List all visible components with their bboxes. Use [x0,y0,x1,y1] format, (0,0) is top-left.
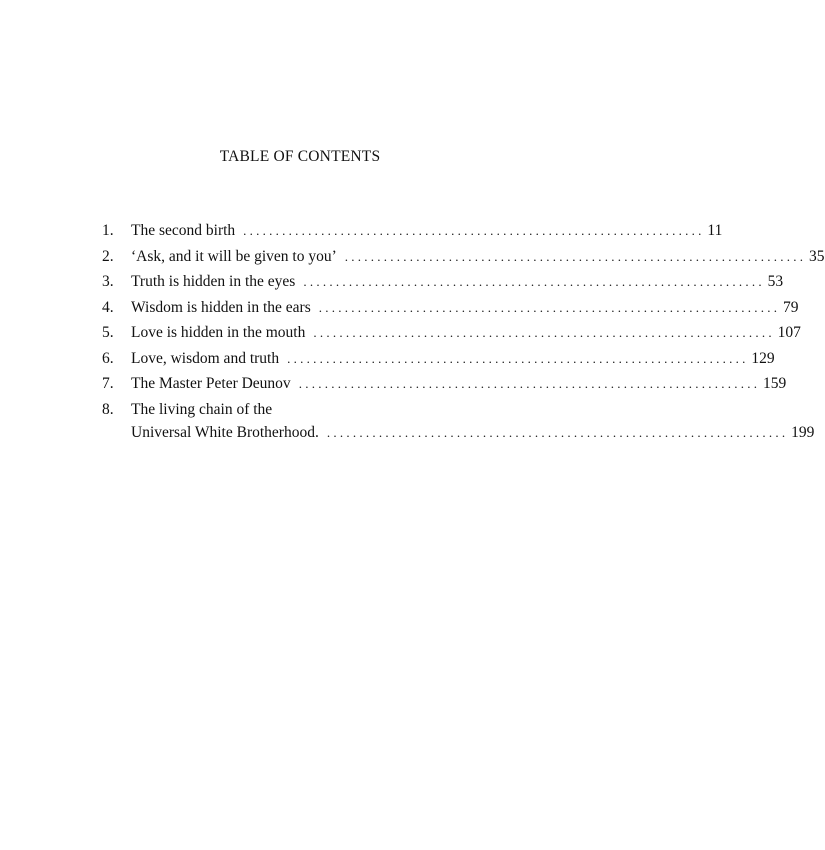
entry-title-line-1: The living chain of the [131,400,273,418]
toc-title: TABLE OF CONTENTS [219,148,381,165]
entry-number: 3. [102,273,114,290]
entry-page-number: 129 [751,349,775,367]
dot-leader [319,422,791,443]
toc-entry-5[interactable] [102,320,801,346]
toc-entry-8[interactable] [102,397,815,444]
entry-title: Love is hidden in the mouth [131,324,306,341]
entry-title: Wisdom is hidden in the ears [131,298,311,316]
entry-page-number: 159 [762,375,787,392]
dot-leader [337,244,809,270]
entry-number: 6. [102,349,114,367]
entry-number: 8. [102,400,114,418]
entry-number: 5. [102,324,114,341]
entry-title: The second birth [131,222,236,239]
toc-entry-7[interactable] [102,371,787,397]
dot-leader [291,371,763,397]
entry-page-number: 199 [791,424,815,441]
dot-leader [305,320,777,346]
entry-page-number: 11 [707,222,723,239]
entry-page-number: 53 [767,273,784,290]
dot-leader [235,218,707,244]
toc-entry-4[interactable] [102,295,799,321]
toc-entry-1[interactable] [102,218,723,244]
entry-page-number: 79 [783,298,799,316]
entry-number: 1. [102,222,114,239]
toc-entry-6[interactable] [102,346,775,372]
entry-number: 4. [102,298,114,316]
dot-leader [279,346,751,372]
entry-number: 7. [102,375,114,392]
toc-entry-3[interactable] [102,269,784,295]
toc-list [102,218,825,443]
entry-title-line-2: Universal White Brotherhood. [131,424,319,441]
entry-title: Truth is hidden in the eyes [131,273,296,290]
dot-leader [295,269,767,295]
entry-title: The Master Peter Deunov [131,375,291,392]
toc-entry-2[interactable] [102,244,825,270]
entry-page-number: 107 [777,324,801,341]
entry-title: Love, wisdom and truth [131,349,280,367]
entry-number: 2. [102,247,114,265]
entry-title: ‘Ask, and it will be given to you’ [131,247,337,265]
dot-leader [311,295,783,321]
entry-page-number: 35 [809,247,825,265]
